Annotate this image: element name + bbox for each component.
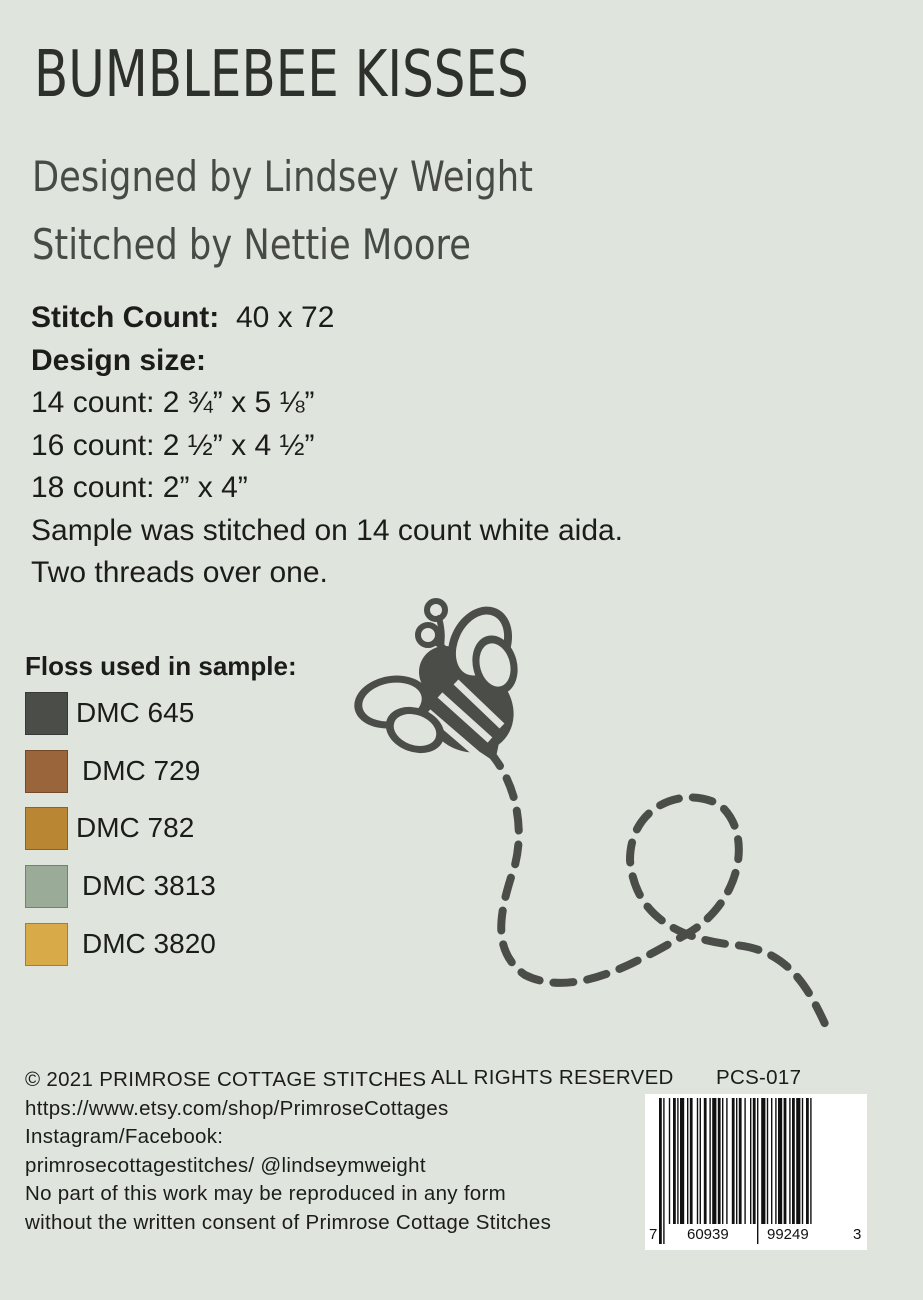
footer-info	[25, 1066, 551, 1237]
barcode-bar	[677, 1098, 678, 1224]
barcode-bar	[673, 1098, 676, 1224]
floss-label-dmc-729: DMC 729	[82, 755, 201, 786]
copyright-text: © 2021 PRIMROSE COTTAGE STITCHES	[25, 1068, 427, 1091]
barcode-bar	[802, 1098, 803, 1224]
barcode-bar	[753, 1098, 756, 1224]
thread-note: Two threads over one.	[31, 556, 328, 589]
barcode-bars	[645, 1094, 867, 1250]
bee-illustration	[340, 590, 860, 1060]
social-handles: primrosecottagestitches/ @lindseymweight	[25, 1153, 426, 1177]
bee-flight-trail	[488, 750, 830, 1035]
floss-title: Floss used in sample:	[25, 651, 297, 681]
stitch-count-label: Stitch Count:	[31, 301, 220, 334]
barcode-bar	[687, 1098, 688, 1224]
floss-swatch-dmc-729	[25, 750, 68, 793]
floss-swatch-dmc-782	[25, 807, 68, 850]
stitcher-credit: Stitched by Nettie Moore	[32, 220, 471, 269]
stitch-count-line	[31, 297, 623, 340]
barcode-bar	[757, 1098, 758, 1244]
barcode-bar	[697, 1098, 698, 1224]
social-label: Instagram/Facebook:	[25, 1125, 224, 1148]
barcode-bar	[732, 1098, 735, 1224]
barcode-bar	[663, 1098, 664, 1244]
floss-swatch-dmc-3813	[25, 865, 68, 908]
pattern-specs	[31, 297, 623, 595]
barcode-group-right: 99249	[767, 1226, 809, 1243]
bee-body-group	[350, 596, 532, 771]
floss-label-dmc-645: DMC 645	[76, 697, 195, 728]
stitch-count-value: 40 x 72	[235, 301, 335, 334]
floss-label-dmc-3813: DMC 3813	[82, 870, 216, 901]
barcode-digit-first: 7	[649, 1226, 658, 1243]
copyright-notice-line-1: No part of this work may be reproduced in any form	[25, 1182, 507, 1205]
barcode-bar	[736, 1098, 737, 1224]
barcode-bar	[806, 1098, 809, 1224]
barcode-group-left: 60939	[687, 1226, 729, 1243]
floss-swatch-dmc-3820	[25, 923, 68, 966]
barcode-bar	[771, 1098, 772, 1224]
barcode-bar	[726, 1098, 727, 1224]
barcode-bar	[700, 1098, 701, 1224]
product-sku: PCS-017	[716, 1066, 802, 1089]
barcode-bar	[712, 1098, 716, 1224]
barcode-digit-last: 3	[853, 1226, 862, 1243]
design-size-label: Design size:	[31, 343, 207, 377]
fabric-note: Sample was stitched on 14 count white aida.	[31, 513, 624, 547]
size-18-count: 18 count: 2” x 4”	[31, 471, 248, 504]
barcode-bar	[718, 1098, 721, 1224]
barcode-bar	[704, 1098, 707, 1224]
barcode-bar	[775, 1098, 776, 1224]
rights-reserved: ALL RIGHTS RESERVED	[431, 1066, 674, 1089]
barcode-bar	[709, 1098, 710, 1224]
floss-label-dmc-782: DMC 782	[76, 812, 195, 843]
barcode-bar	[739, 1098, 742, 1224]
barcode-bar	[761, 1098, 765, 1224]
etsy-shop-link[interactable]: https://www.etsy.com/shop/PrimroseCottages	[25, 1096, 449, 1120]
barcode-bar	[680, 1098, 684, 1224]
barcode-bar	[659, 1098, 662, 1244]
barcode-bar	[722, 1098, 723, 1224]
barcode-bar	[767, 1098, 768, 1224]
size-14-count: 14 count: 2 ¾” x 5 ⅛”	[31, 386, 315, 419]
barcode-bar	[669, 1098, 670, 1224]
barcode-bar	[690, 1098, 693, 1224]
copyright-notice-line-2: without the written consent of Primrose Cottage Stitches	[25, 1210, 552, 1234]
barcode-bar	[744, 1098, 745, 1224]
barcode-bar	[750, 1098, 751, 1224]
floss-swatch-dmc-645	[25, 692, 68, 735]
floss-label-dmc-3820: DMC 3820	[82, 928, 216, 959]
designer-credit: Designed by Lindsey Weight	[32, 152, 533, 201]
barcode	[645, 1094, 867, 1250]
bee-antenna-right	[427, 601, 445, 619]
barcode-bar	[810, 1098, 811, 1224]
size-16-count: 16 count: 2 ½” x 4 ½”	[31, 428, 315, 462]
pattern-title: BUMBLEBEE KISSES	[34, 38, 529, 112]
barcode-bar	[792, 1098, 795, 1224]
barcode-bar	[784, 1098, 787, 1224]
barcode-bar	[796, 1098, 800, 1224]
barcode-bar	[778, 1098, 782, 1224]
barcode-bar	[789, 1098, 790, 1224]
